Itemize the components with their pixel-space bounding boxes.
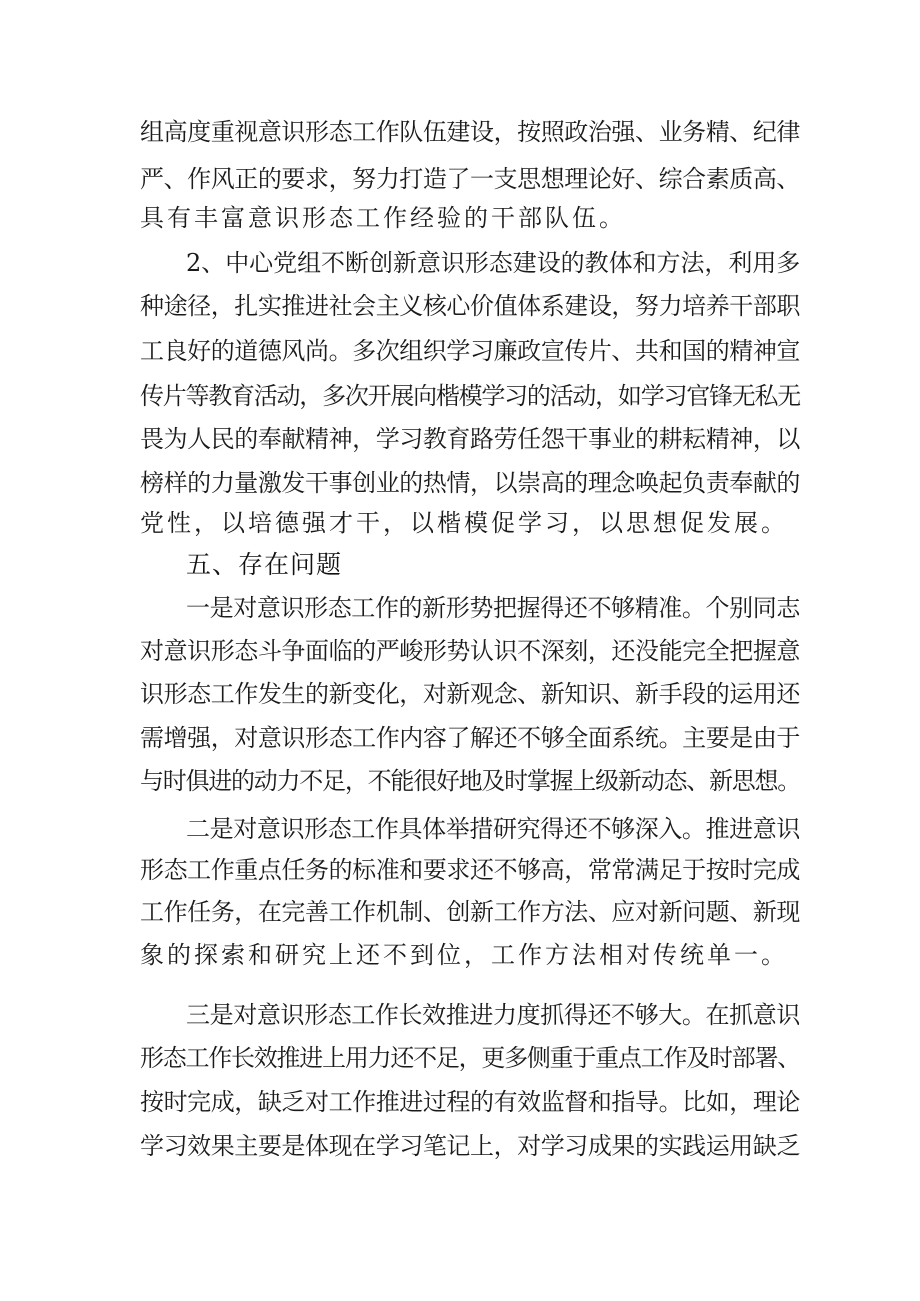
- text-line: 对意识形态斗争面临的严峻形势认识不深刻，还没能完全把握意: [140, 637, 800, 665]
- text-line: 与时俱进的动力不足，不能很好地及时掌握上级新动态、新思想。: [140, 767, 800, 795]
- text-line: 形态工作长效推进上用力还不足，更多侧重于重点工作及时部署、: [140, 1044, 800, 1072]
- text-line: 传片等教育活动，多次开展向楷模学习的活动，如学习官锋无私无: [140, 382, 800, 410]
- text-line: 组高度重视意识形态工作队伍建设，按照政治强、业务精、纪律: [140, 118, 800, 146]
- text-line: 需增强，对意识形态工作内容了解还不够全面系统。主要是由于: [140, 724, 800, 752]
- text-line: 具有丰富意识形态工作经验的干部队伍。: [140, 204, 626, 232]
- text-line: 学习效果主要是体现在学习笔记上，对学习成果的实践运用缺乏: [140, 1132, 800, 1160]
- text-line: 一是对意识形态工作的新形势把握得还不够精准。个别同志: [186, 594, 800, 622]
- text-line: 严、作风正的要求，努力打造了一支思想理论好、综合素质高、: [140, 165, 800, 193]
- text-line: 榜样的力量激发干事创业的热情，以崇高的理念唤起负责奉献的: [140, 469, 800, 497]
- text-line: 工作任务，在完善工作机制、创新工作方法、应对新问题、新现: [140, 898, 800, 926]
- text-line: 三是对意识形态工作长效推进力度抓得还不够大。在抓意识: [186, 1001, 800, 1029]
- text-line: 2、中心党组不断创新意识形态建设的教体和方法，利用多: [186, 249, 801, 277]
- text-line: 二是对意识形态工作具体举措研究得还不够深入。推进意识: [186, 815, 800, 843]
- text-line: 种途径，扎实推进社会主义核心价值体系建设，努力培养干部职: [140, 292, 800, 320]
- text-line: 工良好的道德风尚。多次组织学习廉政宣传片、共和国的精神宣: [140, 337, 800, 365]
- text-line: 形态工作重点任务的标准和要求还不够高，常常满足于按时完成: [140, 856, 800, 884]
- section-heading: 五、存在问题: [186, 550, 343, 579]
- text-line: 畏为人民的奉献精神，学习教育路劳任怨干事业的耕耘精神，以: [140, 425, 800, 453]
- text-line: 按时完成，缺乏对工作推进过程的有效监督和指导。比如，理论: [140, 1088, 800, 1116]
- text-line: 象的探索和研究上还不到位，工作方法相对传统单一。: [140, 941, 788, 969]
- text-line: 党性，以培德强才干，以楷模促学习，以思想促发展。: [140, 509, 788, 537]
- text-line: 识形态工作发生的新变化，对新观念、新知识、新手段的运用还: [140, 680, 800, 708]
